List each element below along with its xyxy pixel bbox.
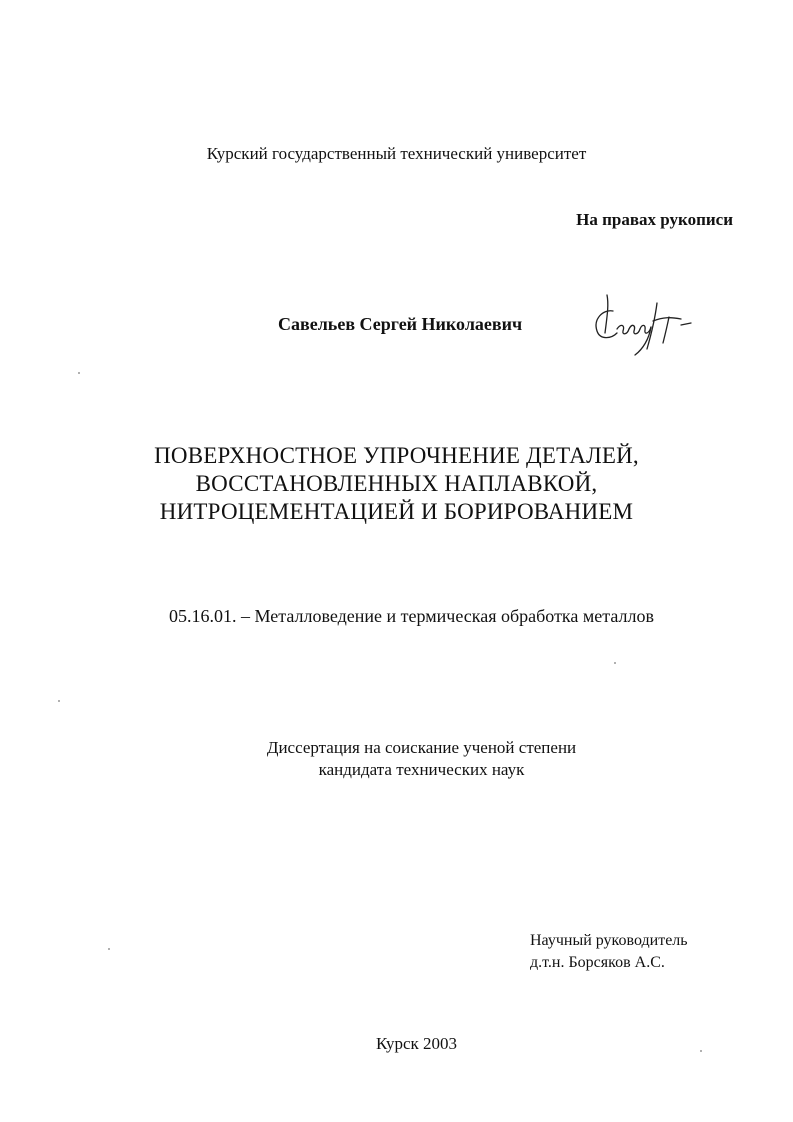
scan-speck — [614, 662, 616, 664]
degree-line-2: кандидата технических наук — [318, 760, 525, 779]
title-line-2: ВОССТАНОВЛЕННЫХ НАПЛАВКОЙ, — [195, 471, 598, 496]
degree-statement — [0, 737, 793, 781]
signature-icon — [585, 283, 695, 363]
author-name: Савельев Сергей Николаевич — [278, 314, 523, 334]
supervisor-name: д.т.н. Борсяков А.С. — [530, 954, 665, 971]
scan-speck — [78, 372, 80, 374]
supervisor-block — [530, 930, 688, 974]
scan-speck — [700, 1050, 702, 1052]
title-line-3: НИТРОЦЕМЕНТАЦИЕЙ И БОРИРОВАНИЕМ — [159, 499, 634, 524]
degree-line-1: Диссертация на соискание ученой степени — [266, 738, 577, 757]
scan-speck — [58, 700, 60, 702]
rights-note: На правах рукописи — [576, 210, 733, 229]
scan-speck — [108, 948, 110, 950]
specialty-code: 05.16.01. – Металловедение и термическая обработка металлов — [169, 606, 654, 626]
supervisor-label: Научный руководитель — [530, 932, 688, 949]
city-year: Курск 2003 — [375, 1034, 458, 1053]
title-line-1: ПОВЕРХНОСТНОЕ УПРОЧНЕНИЕ ДЕТАЛЕЙ, — [154, 443, 639, 468]
university-name: Курский государственный технический университет — [206, 144, 587, 163]
dissertation-title — [0, 442, 793, 526]
